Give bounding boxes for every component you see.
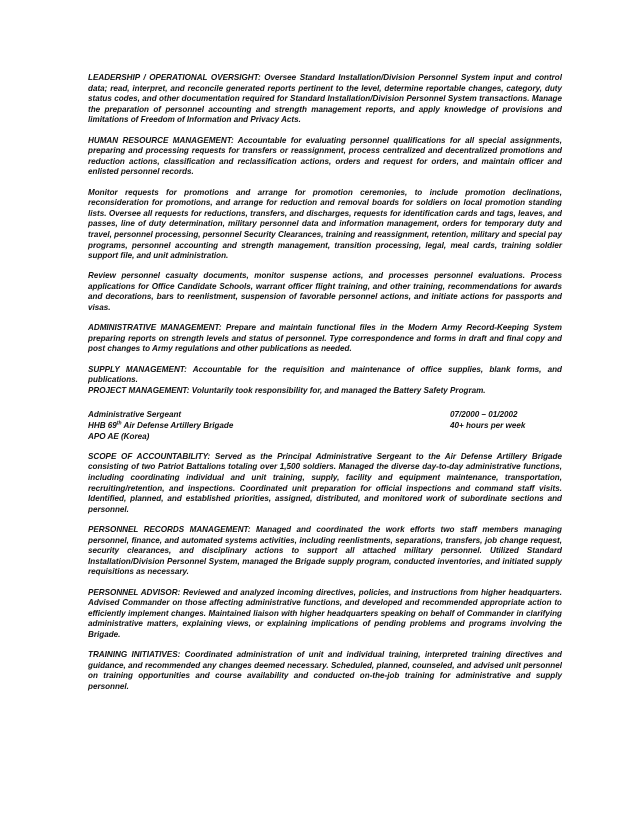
scope-paragraph: SCOPE OF ACCOUNTABILITY: Served as the Principal Administrative Sergeant to the Air Defense Artillery Brigade consisting of two Patriot Battalions totaling over 1,500 soldiers. Managed the diverse day-to-day administrative functions, including coordinating individual and unit training, supply, facility and equipment maintenance, transportation, recruiting/retention, and inspections. Coordinated unit preparation for official inspections and command staff visits. Identified, planned, and established priorities, assigned, distributed, and monitored work of subordinate sections and personnel. <box>88 451 562 514</box>
job-unit-row <box>88 421 562 432</box>
job-unit-suffix: Air Defense Artillery Brigade <box>121 421 234 430</box>
casualty-review-paragraph: Review personnel casualty documents, monitor suspense actions, and processes personnel evaluations. Process applications for Office Candidate Schools, warrant officer flight training, and other training, recommendations for awards and decorations, bars to reenlistment, suspension of favorable personnel actions, and initiate actions for passports and visas. <box>88 271 562 313</box>
job-title: Administrative Sergeant <box>88 410 182 420</box>
personnel-advisor-paragraph: PERSONNEL ADVISOR: Reviewed and analyzed incoming directives, policies, and instructions from higher headquarters. Advised Commander on those affecting administrative functions, and developed and recommended appropriate action to efficiently implement changes. Maintained liaison with higher headquarters speaking on behalf of Commander in clarifying administrative matters, explaining views, or explaining implications of pending problems and programs involving the Brigade. <box>88 587 562 639</box>
job-unit-prefix: HHB 69 <box>88 421 117 430</box>
project-management-paragraph: PROJECT MANAGEMENT: Voluntarily took responsibility for, and managed the Battery Safety Program. <box>88 385 486 395</box>
job-location: APO AE (Korea) <box>88 431 150 441</box>
job-hours: 40+ hours per week <box>450 421 526 430</box>
human-resource-paragraph: HUMAN RESOURCE MANAGEMENT: Accountable for evaluating personnel qualifications for all special assignments, preparing and processing requests for transfers or reassignment, process centralized and decentralized promotions and reduction actions, classification and reclassification actions, orders and request for orders, and maintain officer and enlisted personnel records. <box>88 135 562 177</box>
administrative-management-paragraph: ADMINISTRATIVE MANAGEMENT: Prepare and maintain functional files in the Modern Army Record-Keeping System preparing reports on strength levels and status of personnel. Type correspondence and forms in draft and final copy and post changes to Army regulations and other publications as needed. <box>88 323 562 354</box>
job-unit-superscript: th <box>116 420 122 427</box>
job-header <box>88 410 562 442</box>
promotions-paragraph: Monitor requests for promotions and arrange for promotion ceremonies, to include promotion declinations, reconsideration for promotions, and arrange for reduction and removal boards for soldiers on local promotion standing lists. Oversee all requests for reductions, transfers, and discharges, requests for identification cards and tags, leaves, and passes, line of duty determination, military personnel data and information management, orders for temporary duty and travel, personnel processing, personnel Security Clearances, training and reassignment, retention, military and special pay programs, personnel accounting and strength management, transition processing, legal, meal cards, training soldier support file, and unit administration. <box>88 187 562 261</box>
personnel-records-paragraph: PERSONNEL RECORDS MANAGEMENT: Managed and coordinated the work efforts two staff members managing personnel, finance, and automated systems activities, including reenlistments, separations, transfers, job change request, security clearances, and disciplinary actions to support all attached military personnel. Utilized Standard Installation/Division Personnel System, managed the Brigade supply program, conducted inventories, and initiated supply requisitions as necessary. <box>88 524 562 577</box>
supply-management-paragraph: SUPPLY MANAGEMENT: Accountable for the requisition and maintenance of office supplies, blank forms, and publications. <box>88 364 562 385</box>
job-unit <box>88 421 233 432</box>
resume-page <box>88 73 562 702</box>
job-dates: 07/2000 – 01/2002 <box>450 410 518 420</box>
job-title-row <box>88 410 562 421</box>
leadership-paragraph: LEADERSHIP / OPERATIONAL OVERSIGHT: Oversee Standard Installation/Division Personnel System input and control data; read, interpret, and reconcile generated reports pertinent to the level, determine reportable changes, category, duty status codes, and other documentation required for Standard Installation/Division Personnel System transactions. Manage the preparation of personnel accounting and strength management reports, and apply knowledge of provisions and limitations of Freedom of Information and Privacy Acts. <box>88 73 562 125</box>
training-initiatives-paragraph: TRAINING INITIATIVES: Coordinated administration of unit and individual training, interpreted training directives and guidance, and recommended any changes deemed necessary. Scheduled, planned, counseled, and advised unit personnel on training opportunities and course availability and conducted on-the-job training for administrative and supply personnel. <box>88 650 562 691</box>
